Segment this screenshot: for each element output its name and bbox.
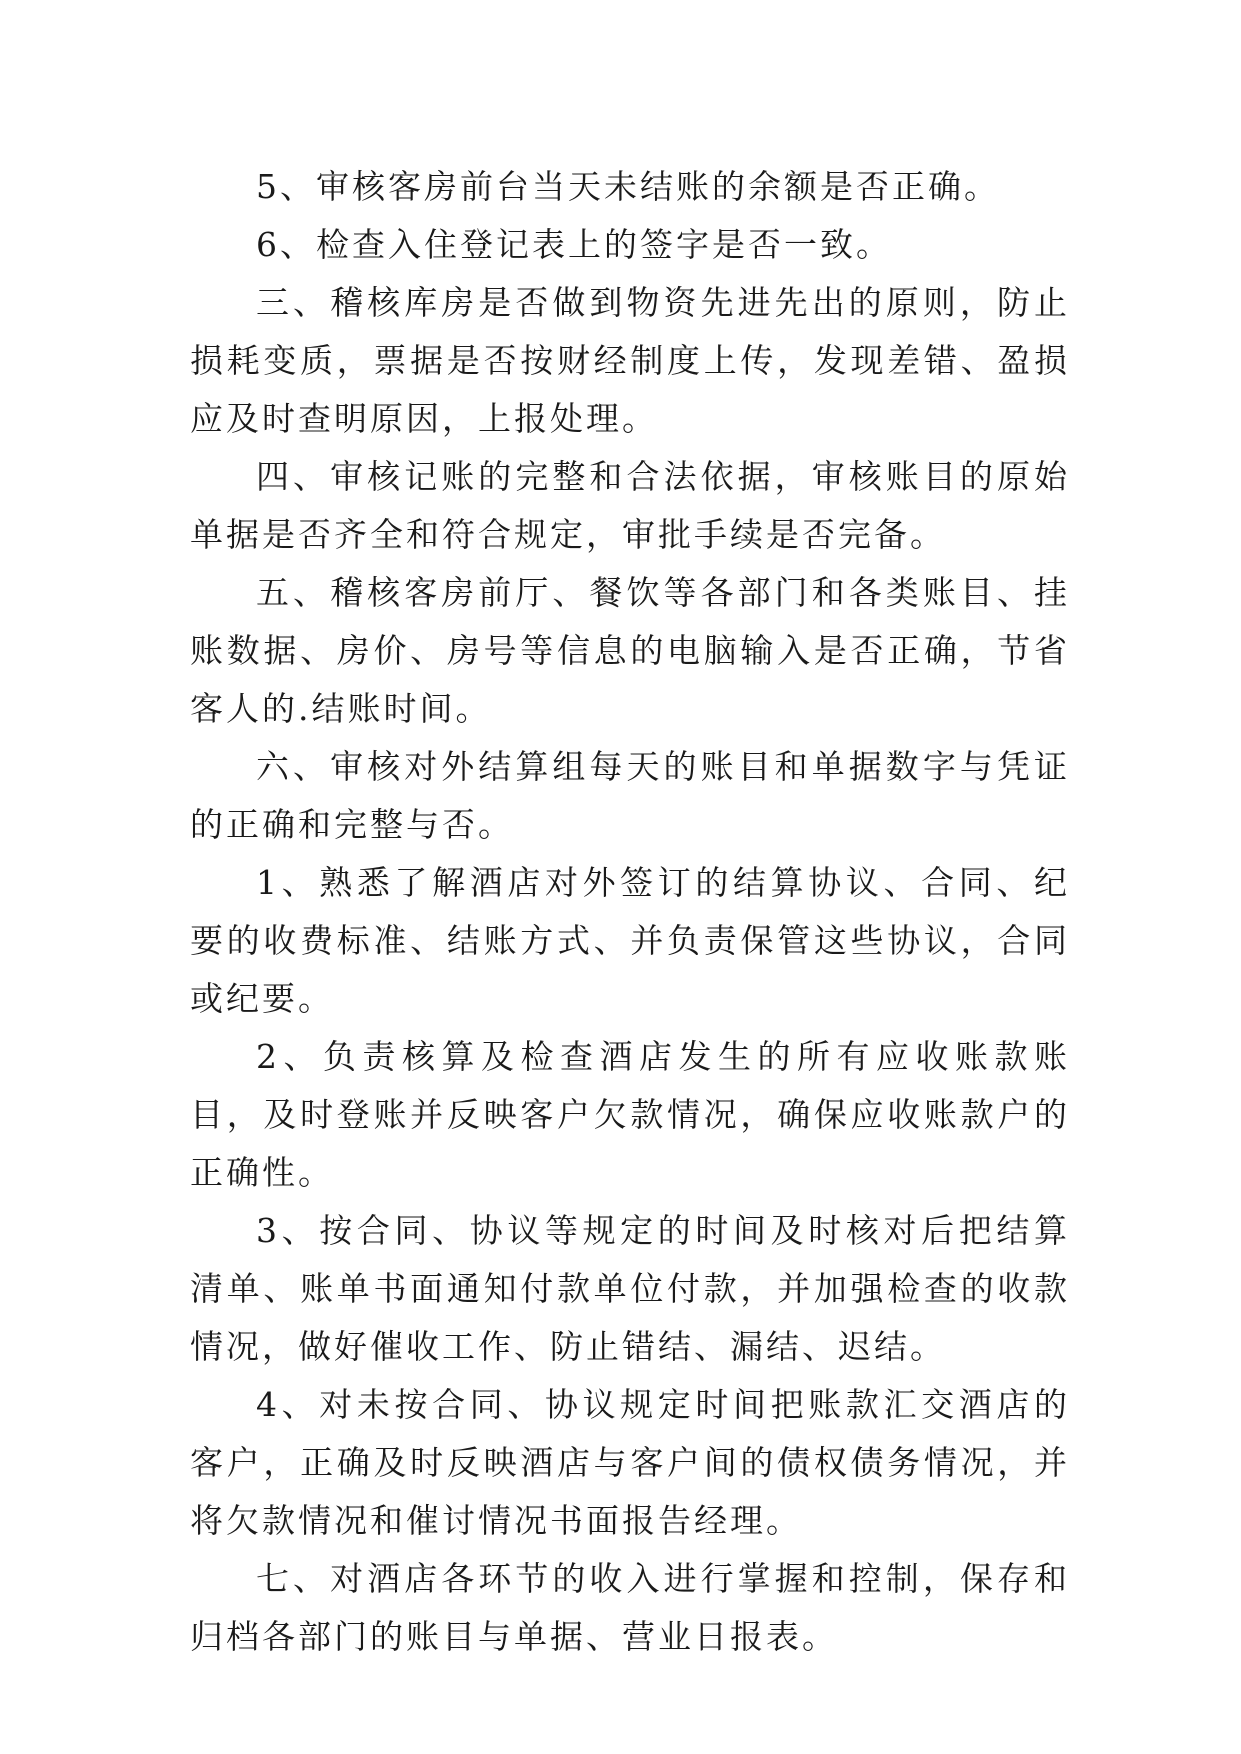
paragraph: 6、检查入住登记表上的签字是否一致。 [256, 225, 892, 264]
paragraph: 4、对未按合同、协议规定时间把账款汇交酒店的客户，正确及时反映酒店与客户间的债权债务情况，并将欠款情况和催讨情况书面报告经理。 [190, 1385, 1070, 1540]
paragraph: 七、对酒店各环节的收入进行掌握和控制，保存和归档各部门的账目与单据、营业日报表。 [190, 1559, 1070, 1656]
paragraph: 三、稽核库房是否做到物资先进先出的原则，防止损耗变质，票据是否按财经制度上传，发现差错、盈损应及时查明原因，上报处理。 [190, 283, 1070, 438]
paragraph: 1、熟悉了解酒店对外签订的结算协议、合同、纪要的收费标准、结账方式、并负责保管这些协议，合同或纪要。 [190, 863, 1070, 1018]
paragraph: 3、按合同、协议等规定的时间及时核对后把结算清单、账单书面通知付款单位付款，并加强检查的收款情况，做好催收工作、防止错结、漏结、迟结。 [190, 1211, 1070, 1366]
paragraph: 六、审核对外结算组每天的账目和单据数字与凭证的正确和完整与否。 [190, 747, 1070, 844]
paragraph: 四、审核记账的完整和合法依据，审核账目的原始单据是否齐全和符合规定，审批手续是否完备。 [190, 457, 1070, 554]
paragraph: 2、负责核算及检查酒店发生的所有应收账款账目，及时登账并反映客户欠款情况，确保应收账款户的正确性。 [190, 1037, 1070, 1192]
document-body [190, 158, 1070, 1666]
paragraph: 五、稽核客房前厅、餐饮等各部门和各类账目、挂账数据、房价、房号等信息的电脑输入是否正确，节省客人的.结账时间。 [190, 573, 1070, 728]
paragraph: 5、审核客房前台当天未结账的余额是否正确。 [256, 167, 1000, 206]
